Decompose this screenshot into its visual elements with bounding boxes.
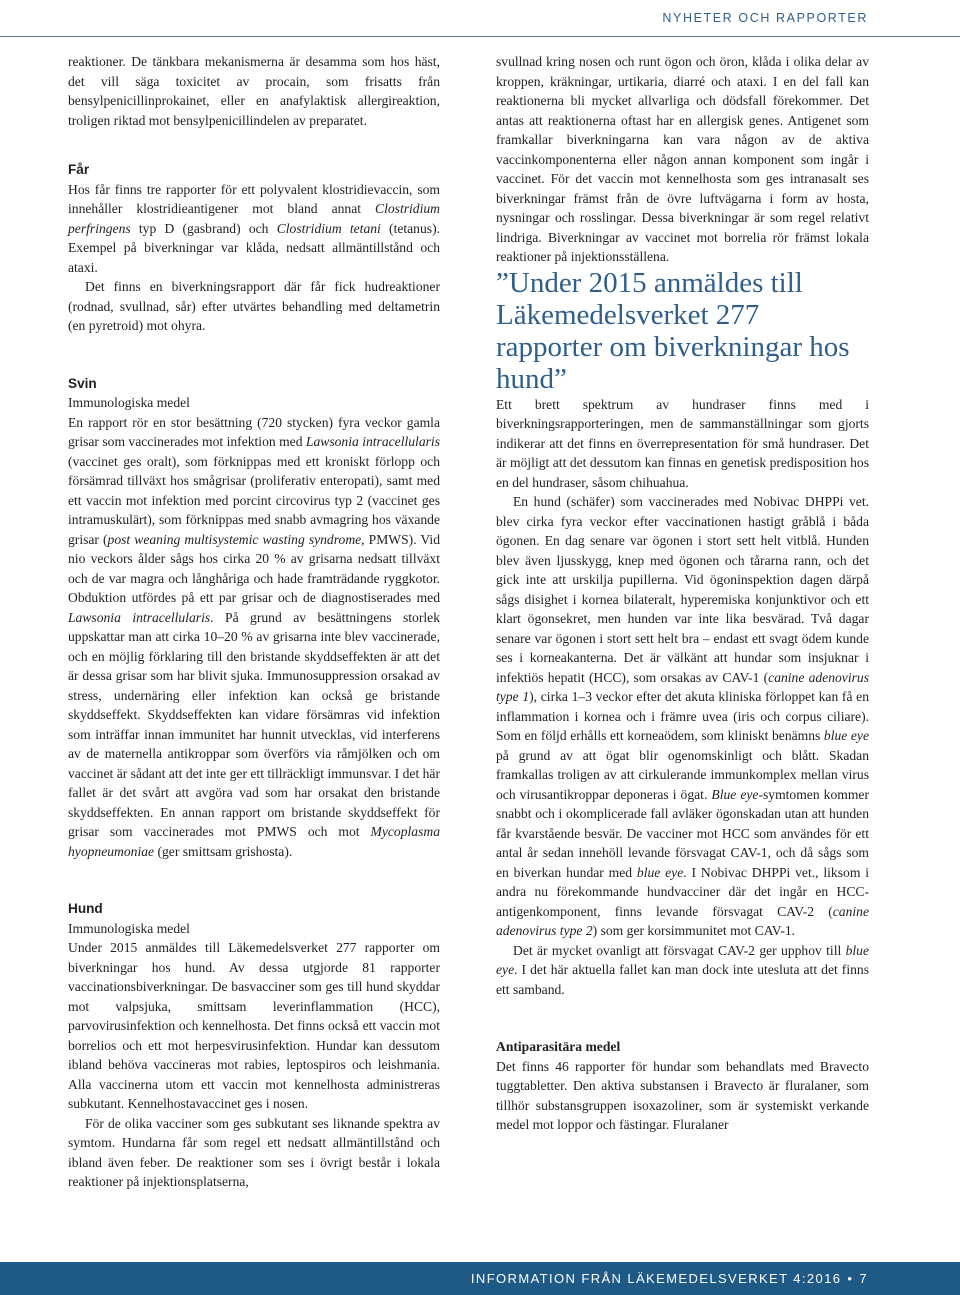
footer-separator: • (847, 1271, 854, 1286)
antiparasitic-heading: Antiparasitära medel (496, 1039, 621, 1054)
hund-heading: Hund (68, 901, 103, 916)
case-paragraph: En hund (schäfer) som vaccinerades med Nobivac DHPPi vet. blev cirka fyra veckor efter vaccinationen hastigt gråblå i båda ögonen. En dag senare var ögonen i stort sett helt vitblå. Hunden blev även ljusskygg, knep med ögonen och tårarna rann, och det gick inte att urskilja pupillerna. Vid ögoninspektion dagen därpå sågs disighet i kornea bilateralt, hyperemiska konjunktivor och ett klart ögonsekret, men hunden var inte lika besvärad. Två dagar senare var ögonen i stort sett helt bra – endast ett svagt ödem kunde ses i korneakanterna. Det är välkänt att hundar som insjuknar i infektiös hepatit (HCC), som orsakas av CAV-1 (canine adenovirus type 1), cirka 1–3 veckor efter det akuta kliniska förloppet kan få en inflammation i kornea och i främre uvea (iris och corpus ciliare). Som en följd erhålls ett korneaödem, som kliniskt benämns blue eye på grund av att ögat blir ogenomskinligt och blått. Skadan framkallas troligen av att cirkulerande immunkomplex mellan virus och virusantikroppar deponeras i ögat. Blue eye-symtomen kommer snabbt och i okomplicerade fall avläker ögonskadan utan att hunden får kvarstående besvär. De vacciner mot HCC som användes för ett antal år sedan innehöll levande försvagat CAV-1, och då sågs som en biverkan hundar med blue eye. I Nobivac DHPPi vet., liksom i andra nu förekommande hundvacciner där det ingår en HCC-antigenkomponent, finns levande försvagat CAV-2 (canine adenovirus type 2) som ger korsimmunitet mot CAV-1. (496, 494, 870, 938)
breeds-paragraph: Ett brett spektrum av hundraser finns med i biverkningsrapporteringen, men de sammanställningar som gjorts indikerar att det finns en överrepresentation för små hundraser. Det är möjligt att det dessutom kan finnas en genetisk predisposition hos en del hundraser, såsom chihuahua. (496, 396, 869, 490)
footer-bar (0, 1262, 960, 1295)
rare-paragraph: Det är mycket ovanligt att försvagat CAV-2 ger upphov till blue eye. I det här aktuella fallet kan man dock inte utesluta att det finns ett samband. (496, 942, 869, 997)
far-paragraph-1: Hos får finns tre rapporter för ett polyvalent klostridievaccin, som innehåller klostridieantigener mot bland annat Clostridium perfringens typ D (gasbrand) och Clostridium tetani (tetanus). Exempel på biverkningar var klåda, nedsatt allmäntillstånd och ataxi. (68, 181, 440, 275)
section-label: NYHETER OCH RAPPORTER (662, 11, 868, 25)
far-heading: Får (68, 162, 90, 177)
right-column (496, 52, 869, 1135)
antiparasitic-paragraph: Det finns 46 rapporter för hundar som behandlats med Bravecto tuggtabletter. Den aktiva substansen i Bravecto är fluralaner, som tillhör substansgruppen isoxazoliner, som är systemiskt verkande medel mot loppor och fästingar. Fluralaner (496, 1058, 869, 1132)
footer-publication: INFORMATION FRÅN LÄKEMEDELSVERKET 4:2016 • 7 (470, 1271, 868, 1286)
hund-subheading: Immunologiska medel (68, 920, 190, 936)
page-number: 7 (859, 1271, 868, 1286)
intro-paragraph: reaktioner. De tänkbara mekanismerna är desamma som hos häst, det vill säga toxicitet av procain, som frisatts från bensylpenicillinprokainet, eller en anafylaktisk allergireaktion, troligen riktad mot bensylpenicillindelen av preparatet. (68, 54, 440, 128)
pull-quote: ”Under 2015 anmäldes till Läkemedelsverket 277 rapporter om biverkningar hos hund” (496, 266, 850, 395)
svin-paragraph-1: En rapport rör en stor besättning (720 stycken) fyra veckor gamla grisar som vaccinerades mot infektion med Lawsonia intracellularis (vaccinet ges oralt), som förknippas med ett kroniskt förlopp och försämrad tillväxt hos smågrisar (proliferativ enteropati), samt med ett vaccin mot infektion med porcint circovirus typ 2 (vaccinet ges intramuskulärt), som förknippas med snabb avmagring hos växande grisar (post weaning multisystemic wasting syndrome, PMWS). Vid nio veckors ålder sågs hos cirka 20 % av grisarna nedsatt tillväxt och de var magra och långhåriga och hade framträdande ryggkotor. Obduktion utfördes på ett par grisar och de diagnostiserades med Lawsonia intracellularis. På grund av besättningens storlek uppskattar man att cirka 10–20 % av grisarna inte blev vaccinerade, och en möjlig förklaring till den bristande skyddseffekten är att det är dessa grisar som har blivit sjuka. Immunosuppression orsakad av stress, undernäring eller infektion kan också ge bristande skyddseffekt. Skyddseffekten kan vidare försämras vid infektion som inträffar innan immunitet har hunnit utvecklas, vid interferens av de maternella antikroppar som överförs via råmjölken och om vaccinet är sådant att det inte ger ett tillräckligt immunsvar. I det här fallet är det svårt att avgöra vad som har orsakat den bristande skyddseffekten. En annan rapport om bristande skyddseffekt för grisar som vaccinerades mot PMWS och mot Mycoplasma hyopneumoniae (ger smittsam grishosta). (68, 414, 440, 859)
hund-paragraph-2: För de olika vacciner som ges subkutant ses liknande spektra av symtom. Hundarna får som regel ett nedsatt allmäntillstånd och ibland även feber. De reaktioner som ses i övrigt består i lokala reaktioner på injektionsplatserna, (68, 1115, 440, 1189)
svin-subheading: Immunologiska medel (68, 395, 190, 410)
far-paragraph-2: Det finns en biverkningsrapport där får fick hudreaktioner (rodnad, svullnad, sår) efter utvärtes behandling med deltametrin (en pyretroid) mot ohyra. (68, 279, 440, 333)
continued-paragraph: svullnad kring nosen och runt ögon och öron, klåda i olika delar av kroppen, kräkningar, urtikaria, diarré och ataxi. I en del fall kan reaktionerna bli mycket allvarliga och dödsfall förekommer. Det antas att reaktionerna oftast har en allergisk genes. Antigenet som framkallar biverkningarna kan vara någon av de aktiva vaccinkomponenterna eller någon annan komponent som ingår i vaccinet. För det vaccin mot kennelhosta som ges intranasalt ses biverkningar främst från de övre luftvägarna i form av hosta, nysningar och rosslingar. Dessa biverkningar är som regel relativt lindriga. Biverkningar av vaccinet mot borrelia rör främst lokala reaktioner på injektionsställena. (496, 54, 869, 264)
hund-paragraph-1: Under 2015 anmäldes till Läkemedelsverket 277 rapporter om biverkningar hos hund. Av dessa utgjorde 81 rapporter vaccinationsbiverkningar. De basvacciner som ges till hund skyddar mot valpsjuka, smittsam leverinflammation (HCC), parvovirusinfektion och kennelhosta. Det finns också ett vaccin mot borrelios och ett mot herpesvirusinfektion. Hundar kan dessutom ibland behöva vaccineras mot rabies, leptospiros och leishmania. Alla vaccinerna utom ett vaccin mot kennelhosta administreras subkutant. Kennelhostavaccinet ges i nosen. (68, 940, 440, 1111)
left-column (68, 52, 440, 1192)
svin-heading: Svin (68, 375, 97, 391)
